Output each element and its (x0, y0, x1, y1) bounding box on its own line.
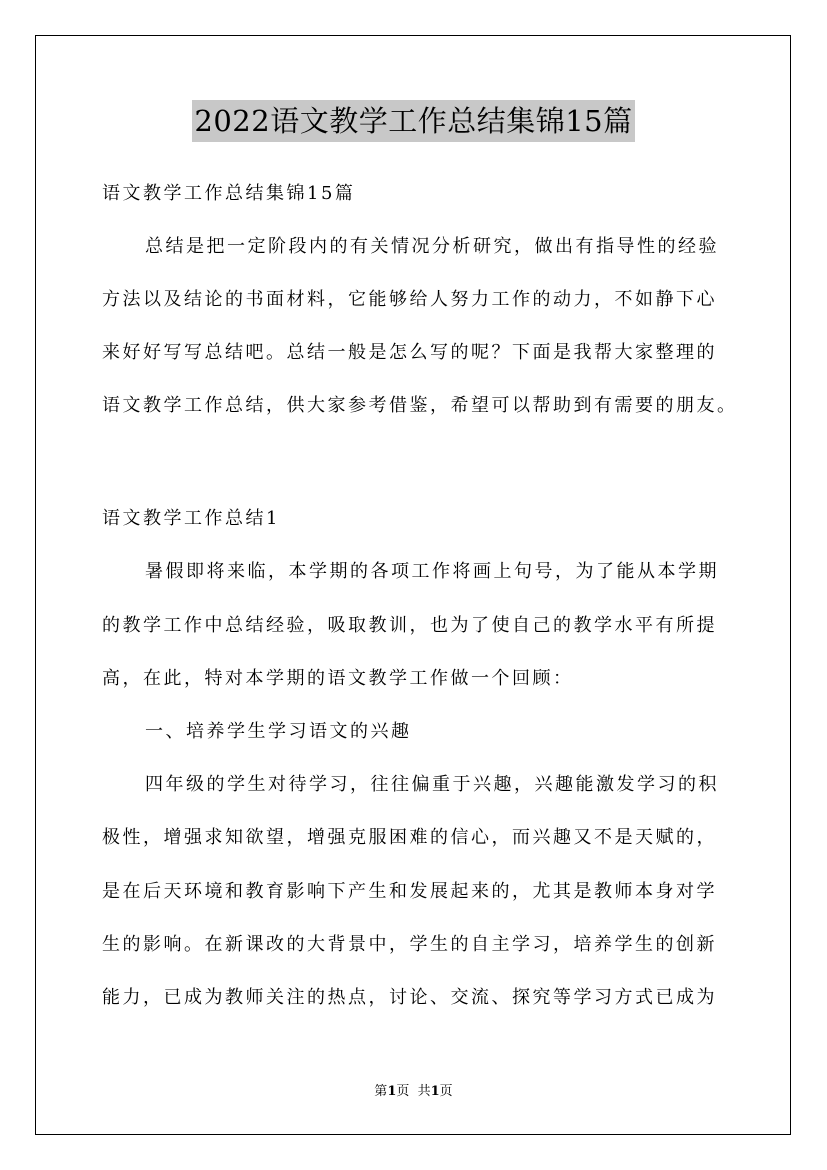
document-title: 2022语文教学工作总结集锦15篇 (192, 100, 634, 142)
subsection-heading: 一、培养学生学习语文的兴趣 (145, 721, 412, 742)
current-page-number: 1 (387, 1084, 397, 1099)
title-container (0, 100, 827, 142)
text-line: 极性，增强求知欲望，增强克服困难的信心，而兴趣又不是天赋的， (102, 827, 717, 848)
text-line: 来好好写写总结吧。总结一般是怎么写的呢？下面是我帮大家整理的 (102, 342, 717, 363)
text-line: 的教学工作中总结经验，吸取教训，也为了使自己的教学水平有所提 (102, 615, 717, 636)
section-heading: 语文教学工作总结1 (102, 508, 280, 529)
text-line: 四年级的学生对待学习，往往偏重于兴趣，兴趣能激发学习的积 (145, 774, 719, 795)
text-line: 总结是把一定阶段内的有关情况分析研究，做出有指导性的经验 (145, 236, 719, 257)
text-line: 高，在此，特对本学期的语文教学工作做一个回顾： (102, 668, 574, 689)
subtitle-line: 语文教学工作总结集锦15篇 (102, 183, 356, 204)
text-line: 是在后天环境和教育影响下产生和发展起来的，尤其是教师本身对学 (102, 881, 717, 902)
text-line: 能力，已成为教师关注的热点，讨论、交流、探究等学习方式已成为 (102, 987, 717, 1008)
text-line: 语文教学工作总结，供大家参考借鉴，希望可以帮助到有需要的朋友。 (102, 395, 738, 416)
text-line: 生的影响。在新课改的大背景中，学生的自主学习，培养学生的创新 (102, 934, 717, 955)
text-line: 方法以及结论的书面材料，它能够给人努力工作的动力，不如静下心 (102, 289, 717, 310)
page-footer: 第1页 共1页 (374, 1084, 453, 1099)
text-line: 暑假即将来临，本学期的各项工作将画上句号，为了能从本学期 (145, 561, 719, 582)
total-page-number: 1 (430, 1084, 440, 1099)
